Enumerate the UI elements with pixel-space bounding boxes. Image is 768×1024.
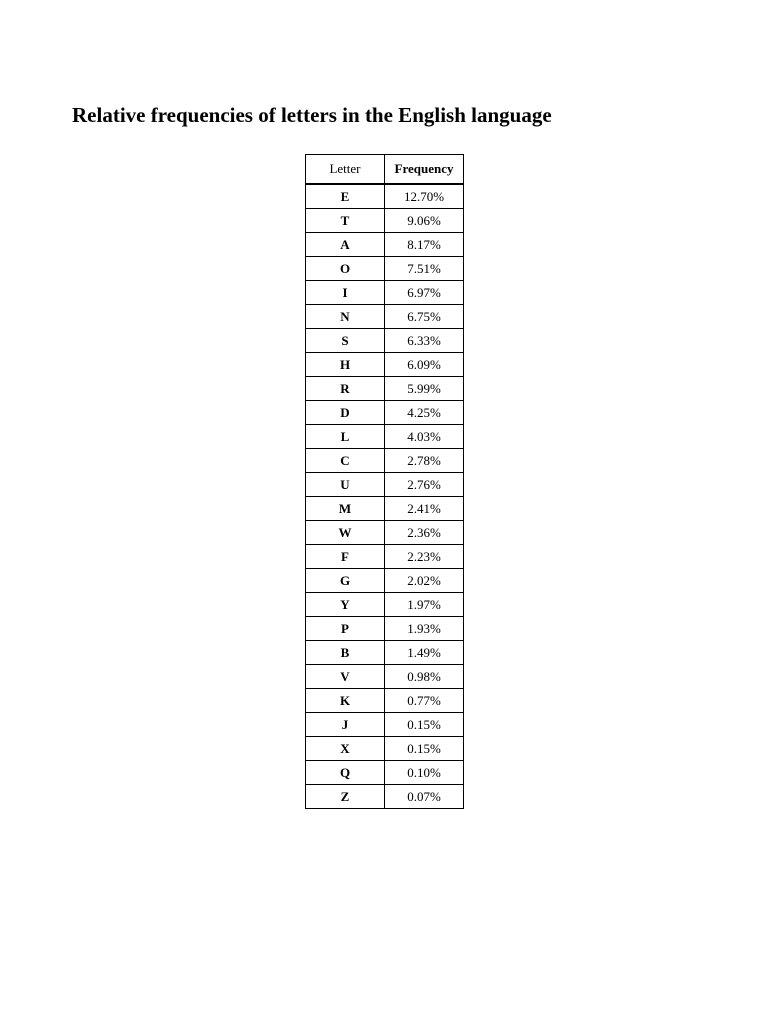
letter-cell: R bbox=[306, 377, 385, 401]
letter-frequency-table bbox=[305, 154, 464, 809]
frequency-cell: 0.10% bbox=[385, 761, 464, 785]
letter-cell: H bbox=[306, 353, 385, 377]
table-body bbox=[306, 184, 464, 809]
letter-cell: X bbox=[306, 737, 385, 761]
header-row bbox=[306, 155, 464, 185]
letter-cell: O bbox=[306, 257, 385, 281]
letter-cell: A bbox=[306, 233, 385, 257]
table-row bbox=[306, 209, 464, 233]
frequency-cell: 6.97% bbox=[385, 281, 464, 305]
table-row bbox=[306, 473, 464, 497]
frequency-cell: 8.17% bbox=[385, 233, 464, 257]
letter-cell: Z bbox=[306, 785, 385, 809]
frequency-cell: 0.15% bbox=[385, 737, 464, 761]
letter-cell: T bbox=[306, 209, 385, 233]
page-title: Relative frequencies of letters in the English language bbox=[72, 103, 552, 127]
table-row bbox=[306, 329, 464, 353]
frequency-cell: 4.03% bbox=[385, 425, 464, 449]
frequency-cell: 0.07% bbox=[385, 785, 464, 809]
column-header-frequency: Frequency bbox=[385, 155, 464, 185]
letter-cell: P bbox=[306, 617, 385, 641]
frequency-cell: 5.99% bbox=[385, 377, 464, 401]
frequency-cell: 4.25% bbox=[385, 401, 464, 425]
table-row bbox=[306, 401, 464, 425]
frequency-cell: 7.51% bbox=[385, 257, 464, 281]
table-row bbox=[306, 257, 464, 281]
letter-cell: F bbox=[306, 545, 385, 569]
frequency-cell: 12.70% bbox=[385, 184, 464, 209]
frequency-cell: 6.09% bbox=[385, 353, 464, 377]
column-header-letter: Letter bbox=[306, 155, 385, 185]
frequency-cell: 0.98% bbox=[385, 665, 464, 689]
table-row bbox=[306, 353, 464, 377]
table-row bbox=[306, 233, 464, 257]
table-row bbox=[306, 497, 464, 521]
letter-cell: M bbox=[306, 497, 385, 521]
letter-cell: G bbox=[306, 569, 385, 593]
letter-cell: C bbox=[306, 449, 385, 473]
table-row bbox=[306, 641, 464, 665]
table-row bbox=[306, 593, 464, 617]
frequency-cell: 1.49% bbox=[385, 641, 464, 665]
letter-cell: L bbox=[306, 425, 385, 449]
frequency-cell: 2.41% bbox=[385, 497, 464, 521]
frequency-cell: 2.23% bbox=[385, 545, 464, 569]
table-row bbox=[306, 689, 464, 713]
letter-cell: D bbox=[306, 401, 385, 425]
table-row bbox=[306, 785, 464, 809]
letter-cell: J bbox=[306, 713, 385, 737]
frequency-cell: 6.75% bbox=[385, 305, 464, 329]
table-row bbox=[306, 569, 464, 593]
table-row bbox=[306, 761, 464, 785]
table-row bbox=[306, 617, 464, 641]
letter-cell: W bbox=[306, 521, 385, 545]
frequency-cell: 2.02% bbox=[385, 569, 464, 593]
frequency-cell: 0.15% bbox=[385, 713, 464, 737]
table-row bbox=[306, 521, 464, 545]
letter-cell: K bbox=[306, 689, 385, 713]
table-row bbox=[306, 665, 464, 689]
frequency-cell: 9.06% bbox=[385, 209, 464, 233]
table-row bbox=[306, 713, 464, 737]
letter-cell: B bbox=[306, 641, 385, 665]
frequency-cell: 6.33% bbox=[385, 329, 464, 353]
table-row bbox=[306, 737, 464, 761]
table-header bbox=[306, 155, 464, 185]
letter-cell: U bbox=[306, 473, 385, 497]
frequency-cell: 2.78% bbox=[385, 449, 464, 473]
frequency-cell: 0.77% bbox=[385, 689, 464, 713]
table-row bbox=[306, 305, 464, 329]
letter-cell: S bbox=[306, 329, 385, 353]
table-row bbox=[306, 281, 464, 305]
frequency-cell: 1.97% bbox=[385, 593, 464, 617]
letter-cell: I bbox=[306, 281, 385, 305]
table-row bbox=[306, 425, 464, 449]
letter-cell: E bbox=[306, 184, 385, 209]
table-row bbox=[306, 449, 464, 473]
table-row bbox=[306, 184, 464, 209]
table-row bbox=[306, 545, 464, 569]
letter-cell: Q bbox=[306, 761, 385, 785]
frequency-cell: 2.76% bbox=[385, 473, 464, 497]
frequency-cell: 2.36% bbox=[385, 521, 464, 545]
frequency-cell: 1.93% bbox=[385, 617, 464, 641]
letter-cell: N bbox=[306, 305, 385, 329]
letter-cell: Y bbox=[306, 593, 385, 617]
letter-cell: V bbox=[306, 665, 385, 689]
table-row bbox=[306, 377, 464, 401]
